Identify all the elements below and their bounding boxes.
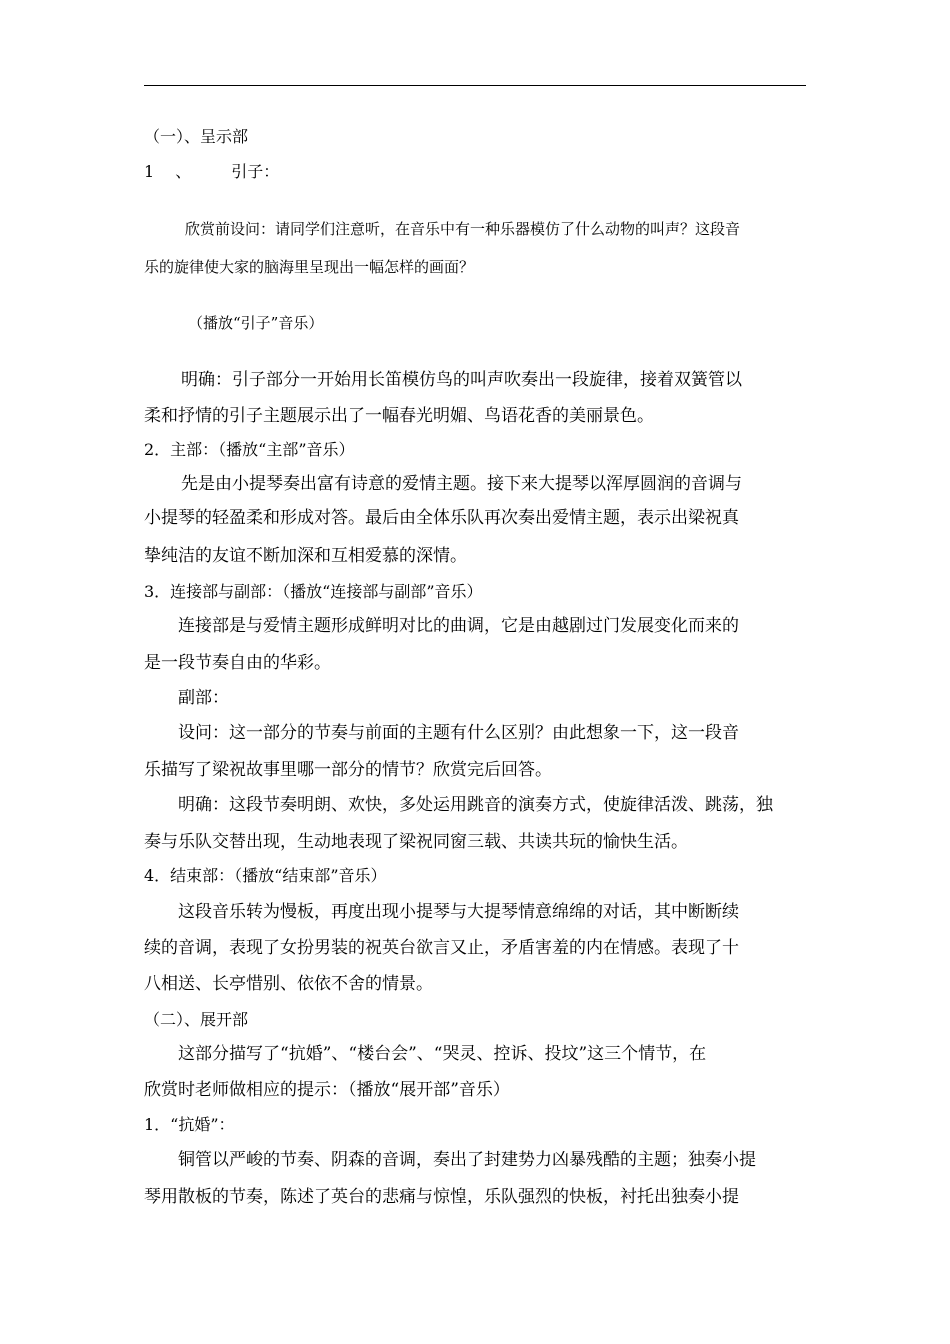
paragraph-line: 柔和抒情的引子主题展示出了一幅春光明媚、鸟语花香的美丽景色。 — [144, 406, 654, 426]
paragraph-line: 挚纯洁的友谊不断加深和互相爱慕的深情。 — [144, 546, 467, 566]
paragraph-line: 八相送、长亭惜别、依依不舍的情景。 — [144, 974, 433, 994]
section-heading: （一）、呈示部 — [144, 127, 249, 146]
paragraph-line: 小提琴的轻盈柔和形成对答。最后由全体乐队再次奏出爱情主题，表示出梁祝真 — [144, 508, 739, 528]
subsection-heading: 2．主部：（播放“主部”音乐） — [144, 440, 355, 459]
paragraph-line: 副部： — [178, 688, 229, 708]
paragraph-line: 铜管以严峻的节奏、阴森的音调，奏出了封建势力凶暴残酷的主题；独奏小提 — [178, 1150, 756, 1170]
paragraph-line: 奏与乐队交替出现，生动地表现了梁祝同窗三载、共读共玩的愉快生活。 — [144, 832, 688, 852]
paragraph-line: 明确：引子部分一开始用长笛模仿鸟的叫声吹奏出一段旋律，接着双簧管以 — [181, 370, 742, 390]
paragraph-line: 设问：这一部分的节奏与前面的主题有什么区别？由此想象一下，这一段音 — [178, 723, 739, 743]
paragraph-line: 明确：这段节奏明朗、欢快，多处运用跳音的演奏方式，使旋律活泼、跳荡，独 — [178, 795, 773, 815]
paragraph-line: 是一段节奏自由的华彩。 — [144, 653, 331, 673]
paragraph-line: 连接部是与爱情主题形成鲜明对比的曲调，它是由越剧过门发展变化而来的 — [178, 616, 739, 636]
paragraph-line: 琴用散板的节奏，陈述了英台的悲痛与惊惶，乐队强烈的快板，衬托出独奏小提 — [144, 1187, 739, 1207]
paragraph-line: 这部分描写了“抗婚”、“楼台会”、“哭灵、控诉、投坟”这三个情节，在 — [178, 1044, 707, 1064]
paragraph-line: （播放“引子”音乐） — [188, 314, 324, 332]
subsection-heading: 1 、 引子： — [144, 162, 280, 181]
paragraph-line: 欣赏前设问：请同学们注意听，在音乐中有一种乐器模仿了什么动物的叫声？这段音 — [185, 220, 741, 238]
paragraph-line: 续的音调，表现了女扮男装的祝英台欲言又止，矛盾害羞的内在情感。表现了十 — [144, 938, 739, 958]
paragraph-line: 乐的旋律使大家的脑海里呈现出一幅怎样的画面？ — [144, 258, 475, 276]
subsection-heading: 4．结束部：（播放“结束部”音乐） — [144, 866, 387, 885]
section-heading: （二）、展开部 — [144, 1010, 249, 1029]
paragraph-line: 乐描写了梁祝故事里哪一部分的情节？欣赏完后回答。 — [144, 760, 552, 780]
paragraph-line: 这段音乐转为慢板，再度出现小提琴与大提琴情意绵绵的对话，其中断断续 — [178, 902, 739, 922]
subsection-heading: 1．“抗婚”： — [144, 1115, 235, 1134]
header-rule — [144, 85, 806, 86]
subsection-heading: 3．连接部与副部：（播放“连接部与副部”音乐） — [144, 582, 483, 601]
paragraph-line: 先是由小提琴奏出富有诗意的爱情主题。接下来大提琴以浑厚圆润的音调与 — [181, 474, 742, 494]
paragraph-line: 欣赏时老师做相应的提示：（播放“展开部”音乐） — [144, 1080, 510, 1100]
